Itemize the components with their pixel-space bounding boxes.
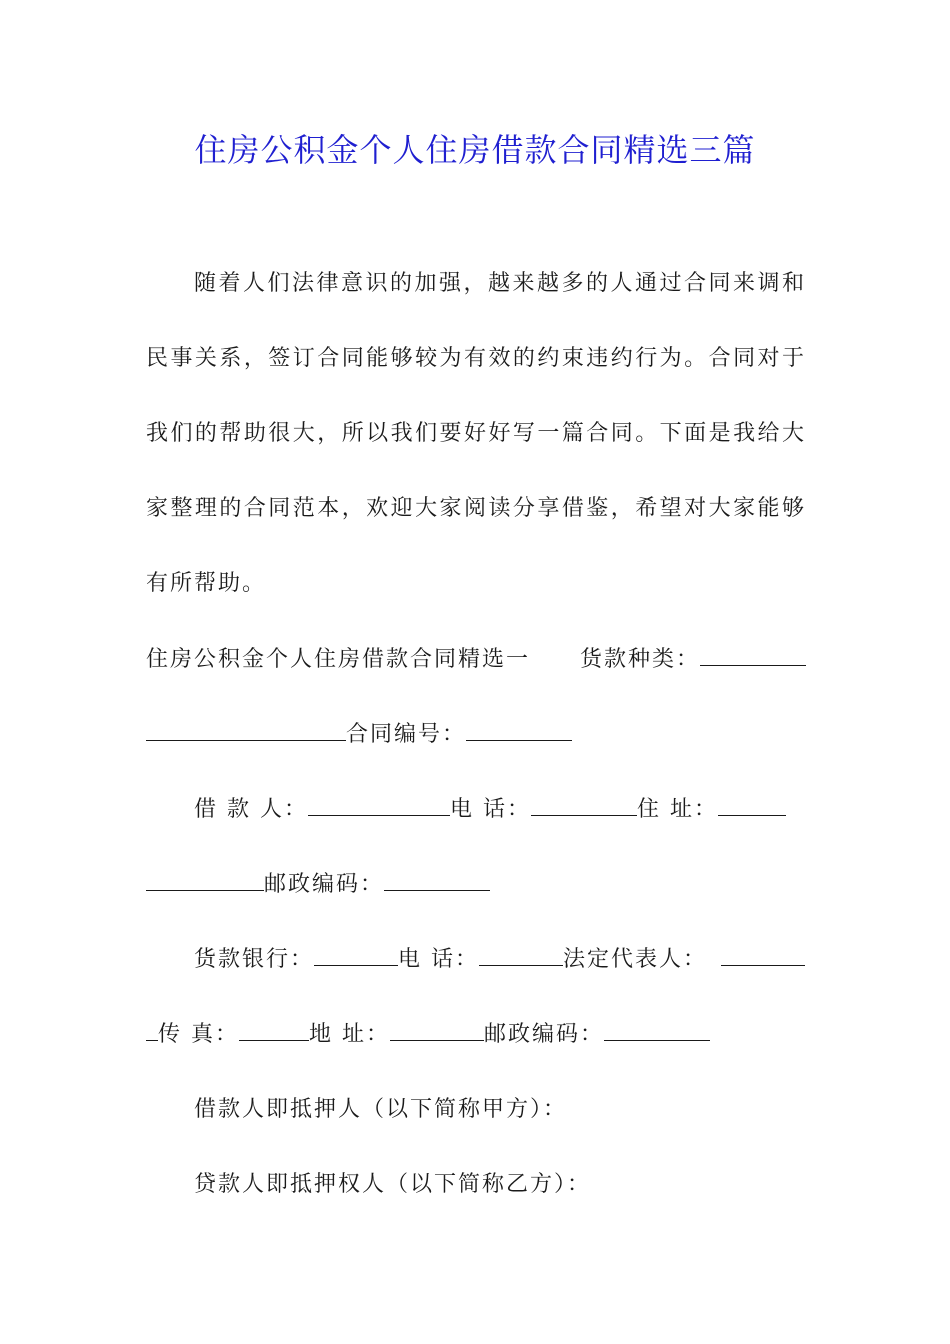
- borrower-address-blank: [718, 795, 786, 816]
- document-title: 住房公积金个人住房借款合同精选三篇: [194, 131, 756, 169]
- borrower-phone-blank: [531, 795, 637, 816]
- borrower-address-label: 住 址：: [637, 797, 718, 822]
- loan-type-label: 货款种类：: [580, 647, 701, 672]
- contract-number-row: [146, 720, 806, 750]
- borrower-blank: [308, 795, 450, 816]
- borrower-address-blank-continued: [146, 870, 264, 891]
- borrower-phone-label: 电 话：: [450, 797, 531, 822]
- bank-phone-label: 电 话：: [398, 947, 480, 972]
- borrower-row: [194, 795, 806, 825]
- section-heading: 住房公积金个人住房借款合同精选一: [146, 647, 531, 672]
- bank-address-label: 地 址：: [309, 1022, 390, 1047]
- contract-number-blank: [466, 720, 572, 741]
- borrower-postcode-label: 邮政编码：: [264, 872, 385, 897]
- intro-line-5: 有所帮助。: [146, 571, 267, 596]
- borrower-label: 借 款 人：: [194, 797, 308, 822]
- fax-label: 传 真：: [158, 1022, 239, 1047]
- legal-rep-blank-continued: [146, 1020, 158, 1041]
- bank-fax-row: [146, 1020, 806, 1050]
- legal-rep-blank: [721, 945, 805, 966]
- borrower-postcode-row: [146, 870, 806, 900]
- borrower-postcode-blank: [384, 870, 490, 891]
- bank-address-blank: [390, 1020, 484, 1041]
- intro-line-4: 家整理的合同范本，欢迎大家阅读分享借鉴，希望对大家能够: [146, 496, 806, 521]
- party-a-line: 借款人即抵押人（以下简称甲方）：: [194, 1097, 568, 1122]
- bank-postcode-blank: [604, 1020, 710, 1041]
- legal-rep-label: 法定代表人：: [563, 947, 708, 972]
- bank-row: [194, 945, 806, 975]
- loan-type-blank-continued: [146, 720, 346, 741]
- bank-postcode-label: 邮政编码：: [484, 1022, 605, 1047]
- bank-blank: [314, 945, 398, 966]
- party-b-line: 贷款人即抵押权人（以下简称乙方）：: [194, 1172, 592, 1197]
- intro-line-2: 民事关系，签订合同能够较为有效的约束违约行为。合同对于: [146, 346, 806, 371]
- section-heading-row: [146, 645, 806, 675]
- bank-phone-blank: [479, 945, 563, 966]
- intro-line-1: 随着人们法律意识的加强，越来越多的人通过合同来调和: [194, 271, 806, 296]
- fax-blank: [239, 1020, 309, 1041]
- loan-type-blank: [700, 645, 806, 666]
- bank-label: 货款银行：: [194, 947, 315, 972]
- intro-line-3: 我们的帮助很大，所以我们要好好写一篇合同。下面是我给大: [146, 421, 806, 446]
- contract-number-label: 合同编号：: [346, 722, 467, 747]
